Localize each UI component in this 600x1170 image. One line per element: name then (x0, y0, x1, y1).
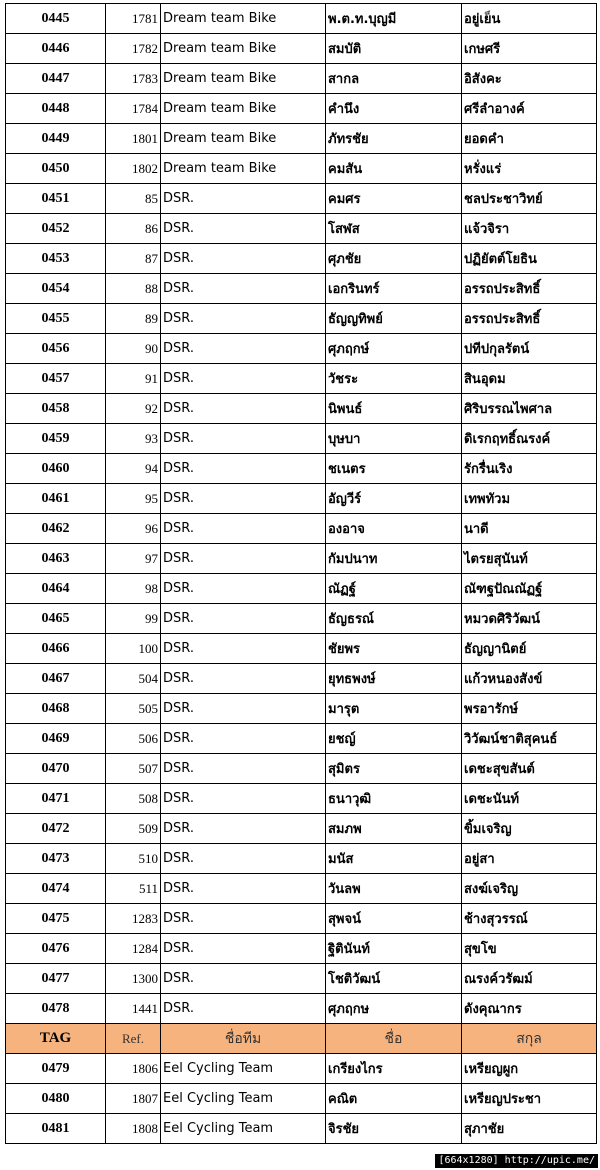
tag-cell: 0449 (6, 124, 106, 154)
header-tag: TAG (6, 1024, 106, 1054)
name-cell: โชติวัฒน์ (326, 964, 462, 994)
team-cell: DSR. (161, 664, 326, 694)
team-cell: Dream team Bike (161, 34, 326, 64)
table-row (6, 124, 597, 154)
team-cell: Eel Cycling Team (161, 1054, 326, 1084)
team-cell: DSR. (161, 244, 326, 274)
tag-cell: 0476 (6, 934, 106, 964)
table-row (6, 484, 597, 514)
table-row (6, 844, 597, 874)
ref-cell: 100 (106, 634, 161, 664)
tag-cell: 0460 (6, 454, 106, 484)
surname-cell: สินอุดม (462, 364, 597, 394)
surname-cell: ณรงค์วรัฒม์ (462, 964, 597, 994)
name-cell: ยุทธพงษ์ (326, 664, 462, 694)
table-row (6, 724, 597, 754)
team-cell: Dream team Bike (161, 124, 326, 154)
name-cell: ภัทรชัย (326, 124, 462, 154)
table-row (6, 814, 597, 844)
surname-cell: แจ้วจิรา (462, 214, 597, 244)
team-cell: DSR. (161, 694, 326, 724)
surname-cell: หรั่งแร่ (462, 154, 597, 184)
table-row (6, 1084, 597, 1114)
surname-cell: ขิ้มเจริญ (462, 814, 597, 844)
tag-cell: 0450 (6, 154, 106, 184)
name-cell: กัมปนาท (326, 544, 462, 574)
ref-cell: 91 (106, 364, 161, 394)
tag-cell: 0470 (6, 754, 106, 784)
header-surname: สกุล (462, 1024, 597, 1054)
name-cell: เกรียงไกร (326, 1054, 462, 1084)
ref-cell: 86 (106, 214, 161, 244)
tag-cell: 0446 (6, 34, 106, 64)
surname-cell: รักรื่นเริง (462, 454, 597, 484)
tag-cell: 0475 (6, 904, 106, 934)
team-cell: DSR. (161, 484, 326, 514)
name-cell: เอกรินทร์ (326, 274, 462, 304)
tag-cell: 0477 (6, 964, 106, 994)
table-header (6, 1024, 597, 1054)
ref-cell: 97 (106, 544, 161, 574)
name-cell: สากล (326, 64, 462, 94)
ref-cell: 88 (106, 274, 161, 304)
ref-cell: 96 (106, 514, 161, 544)
tag-cell: 0464 (6, 574, 106, 604)
table-body-top (6, 4, 597, 1024)
name-cell: บุษบา (326, 424, 462, 454)
table-row (6, 424, 597, 454)
tag-cell: 0458 (6, 394, 106, 424)
team-cell: DSR. (161, 874, 326, 904)
team-cell: DSR. (161, 514, 326, 544)
tag-cell: 0480 (6, 1084, 106, 1114)
team-cell: DSR. (161, 964, 326, 994)
surname-cell: แก้วหนองสังข์ (462, 664, 597, 694)
name-cell: ชเนตร (326, 454, 462, 484)
tag-cell: 0468 (6, 694, 106, 724)
name-cell: คณิต (326, 1084, 462, 1114)
table-body-bottom (6, 1054, 597, 1144)
team-cell: DSR. (161, 454, 326, 484)
name-cell: คำนึง (326, 94, 462, 124)
tag-cell: 0456 (6, 334, 106, 364)
name-cell: วัชระ (326, 364, 462, 394)
tag-cell: 0466 (6, 634, 106, 664)
name-cell: ฐิตินันท์ (326, 934, 462, 964)
team-cell: DSR. (161, 274, 326, 304)
surname-cell: หมวดศิริวัฒน์ (462, 604, 597, 634)
name-cell: มารุต (326, 694, 462, 724)
ref-cell: 510 (106, 844, 161, 874)
table-row (6, 364, 597, 394)
name-cell: อัญวีร์ (326, 484, 462, 514)
surname-cell: นาดี (462, 514, 597, 544)
ref-cell: 94 (106, 454, 161, 484)
ref-cell: 509 (106, 814, 161, 844)
participant-table (5, 3, 597, 1144)
team-cell: DSR. (161, 574, 326, 604)
surname-cell: เดชะนันท์ (462, 784, 597, 814)
name-cell: จิรชัย (326, 1114, 462, 1144)
header-name: ชื่อ (326, 1024, 462, 1054)
team-cell: DSR. (161, 904, 326, 934)
ref-cell: 1441 (106, 994, 161, 1024)
team-cell: DSR. (161, 424, 326, 454)
surname-cell: ศิริบรรณไพศาล (462, 394, 597, 424)
table-row (6, 904, 597, 934)
surname-cell: สงฆ์เจริญ (462, 874, 597, 904)
tag-cell: 0471 (6, 784, 106, 814)
ref-cell: 95 (106, 484, 161, 514)
team-cell: DSR. (161, 394, 326, 424)
team-cell: Eel Cycling Team (161, 1114, 326, 1144)
ref-cell: 1808 (106, 1114, 161, 1144)
ref-cell: 87 (106, 244, 161, 274)
table-row (6, 754, 597, 784)
surname-cell: ดังคุณากร (462, 994, 597, 1024)
team-cell: Dream team Bike (161, 64, 326, 94)
tag-cell: 0454 (6, 274, 106, 304)
name-cell: ศุภชัย (326, 244, 462, 274)
tag-cell: 0462 (6, 514, 106, 544)
ref-cell: 507 (106, 754, 161, 784)
ref-cell: 90 (106, 334, 161, 364)
surname-cell: เหรียญผูก (462, 1054, 597, 1084)
name-cell: มนัส (326, 844, 462, 874)
table-row (6, 184, 597, 214)
surname-cell: ช้างสุวรรณ์ (462, 904, 597, 934)
surname-cell: ณัฑฐปัณณัฏฐ์ (462, 574, 597, 604)
table-row (6, 514, 597, 544)
surname-cell: เหรียญประชา (462, 1084, 597, 1114)
ref-cell: 1784 (106, 94, 161, 124)
team-cell: DSR. (161, 994, 326, 1024)
name-cell: องอาจ (326, 514, 462, 544)
team-cell: DSR. (161, 724, 326, 754)
name-cell: คมสัน (326, 154, 462, 184)
ref-cell: 98 (106, 574, 161, 604)
team-cell: DSR. (161, 844, 326, 874)
tag-cell: 0461 (6, 484, 106, 514)
name-cell: ชัยพร (326, 634, 462, 664)
ref-cell: 85 (106, 184, 161, 214)
table-row (6, 4, 597, 34)
surname-cell: สุขโข (462, 934, 597, 964)
name-cell: วันลพ (326, 874, 462, 904)
team-cell: Dream team Bike (161, 94, 326, 124)
table-row (6, 244, 597, 274)
tag-cell: 0463 (6, 544, 106, 574)
table-row (6, 574, 597, 604)
ref-cell: 92 (106, 394, 161, 424)
team-cell: Dream team Bike (161, 154, 326, 184)
table-row (6, 394, 597, 424)
table-row (6, 1114, 597, 1144)
ref-cell: 1807 (106, 1084, 161, 1114)
table-row (6, 604, 597, 634)
surname-cell: ชลประชาวิทย์ (462, 184, 597, 214)
tag-cell: 0453 (6, 244, 106, 274)
tag-cell: 0445 (6, 4, 106, 34)
team-cell: DSR. (161, 934, 326, 964)
table-row (6, 994, 597, 1024)
surname-cell: อรรถประสิทธิ์ (462, 304, 597, 334)
name-cell: นิพนธ์ (326, 394, 462, 424)
surname-cell: เกษศรี (462, 34, 597, 64)
tag-cell: 0452 (6, 214, 106, 244)
ref-cell: 1782 (106, 34, 161, 64)
tag-cell: 0465 (6, 604, 106, 634)
surname-cell: ไตรยสุนันท์ (462, 544, 597, 574)
ref-cell: 89 (106, 304, 161, 334)
table-row (6, 334, 597, 364)
surname-cell: พรอารักษ์ (462, 694, 597, 724)
team-cell: DSR. (161, 334, 326, 364)
surname-cell: อรรถประสิทธิ์ (462, 274, 597, 304)
name-cell: ยชญ์ (326, 724, 462, 754)
team-cell: DSR. (161, 184, 326, 214)
name-cell: คมศร (326, 184, 462, 214)
tag-cell: 0455 (6, 304, 106, 334)
header-row (6, 1024, 597, 1054)
surname-cell: ดิเรกฤทธิ์ณรงค์ (462, 424, 597, 454)
table-row (6, 214, 597, 244)
team-cell: DSR. (161, 544, 326, 574)
name-cell: ธัญธรณ์ (326, 604, 462, 634)
ref-cell: 511 (106, 874, 161, 904)
surname-cell: อิสังคะ (462, 64, 597, 94)
table-row (6, 34, 597, 64)
surname-cell: ปฏิยัตต์โยธิน (462, 244, 597, 274)
header-ref: Ref. (106, 1024, 161, 1054)
name-cell: สุพจน์ (326, 904, 462, 934)
tag-cell: 0472 (6, 814, 106, 844)
tag-cell: 0451 (6, 184, 106, 214)
table-row (6, 454, 597, 484)
tag-cell: 0457 (6, 364, 106, 394)
table-row (6, 274, 597, 304)
ref-cell: 1283 (106, 904, 161, 934)
ref-cell: 1783 (106, 64, 161, 94)
surname-cell: อยู่เย็น (462, 4, 597, 34)
tag-cell: 0467 (6, 664, 106, 694)
ref-cell: 93 (106, 424, 161, 454)
ref-cell: 1284 (106, 934, 161, 964)
table-row (6, 874, 597, 904)
surname-cell: ยอดคำ (462, 124, 597, 154)
surname-cell: ปทีปกุลรัตน์ (462, 334, 597, 364)
tag-cell: 0478 (6, 994, 106, 1024)
team-cell: DSR. (161, 364, 326, 394)
tag-cell: 0448 (6, 94, 106, 124)
surname-cell: อยู่สา (462, 844, 597, 874)
name-cell: ศุภฤกษ (326, 994, 462, 1024)
ref-cell: 1801 (106, 124, 161, 154)
team-cell: DSR. (161, 634, 326, 664)
team-cell: DSR. (161, 784, 326, 814)
surname-cell: สุภาชัย (462, 1114, 597, 1144)
tag-cell: 0481 (6, 1114, 106, 1144)
team-cell: DSR. (161, 754, 326, 784)
table-row (6, 94, 597, 124)
ref-cell: 506 (106, 724, 161, 754)
team-cell: Eel Cycling Team (161, 1084, 326, 1114)
tag-cell: 0447 (6, 64, 106, 94)
ref-cell: 1802 (106, 154, 161, 184)
tag-cell: 0473 (6, 844, 106, 874)
team-cell: DSR. (161, 814, 326, 844)
ref-cell: 505 (106, 694, 161, 724)
table-row (6, 934, 597, 964)
name-cell: ณัฏฐ์ (326, 574, 462, 604)
ref-cell: 1300 (106, 964, 161, 994)
tag-cell: 0459 (6, 424, 106, 454)
ref-cell: 504 (106, 664, 161, 694)
tag-cell: 0469 (6, 724, 106, 754)
team-cell: Dream team Bike (161, 4, 326, 34)
table-row (6, 634, 597, 664)
surname-cell: ศรีลำอางค์ (462, 94, 597, 124)
table-row (6, 304, 597, 334)
surname-cell: เดชะสุขสันต์ (462, 754, 597, 784)
team-cell: DSR. (161, 604, 326, 634)
name-cell: ธัญญทิพย์ (326, 304, 462, 334)
table-row (6, 664, 597, 694)
surname-cell: วิวัฒน์ชาติสุคนธ์ (462, 724, 597, 754)
table-row (6, 544, 597, 574)
name-cell: ศุภฤกษ์ (326, 334, 462, 364)
name-cell: โสฬส (326, 214, 462, 244)
table-row (6, 694, 597, 724)
table-row (6, 64, 597, 94)
table-row (6, 964, 597, 994)
table-row (6, 1054, 597, 1084)
tag-cell: 0479 (6, 1054, 106, 1084)
surname-cell: ธัญญานิตย์ (462, 634, 597, 664)
watermark: [664x1280] http://upic.me/ (435, 1154, 598, 1168)
table-row (6, 784, 597, 814)
name-cell: พ.ต.ท.บุญมี (326, 4, 462, 34)
ref-cell: 99 (106, 604, 161, 634)
ref-cell: 508 (106, 784, 161, 814)
ref-cell: 1806 (106, 1054, 161, 1084)
ref-cell: 1781 (106, 4, 161, 34)
name-cell: ธนาวุฒิ (326, 784, 462, 814)
name-cell: สมภพ (326, 814, 462, 844)
header-team: ชื่อทีม (161, 1024, 326, 1054)
team-cell: DSR. (161, 214, 326, 244)
name-cell: สุมิตร (326, 754, 462, 784)
tag-cell: 0474 (6, 874, 106, 904)
surname-cell: เทพทัวม (462, 484, 597, 514)
name-cell: สมบัติ (326, 34, 462, 64)
table-row (6, 154, 597, 184)
team-cell: DSR. (161, 304, 326, 334)
